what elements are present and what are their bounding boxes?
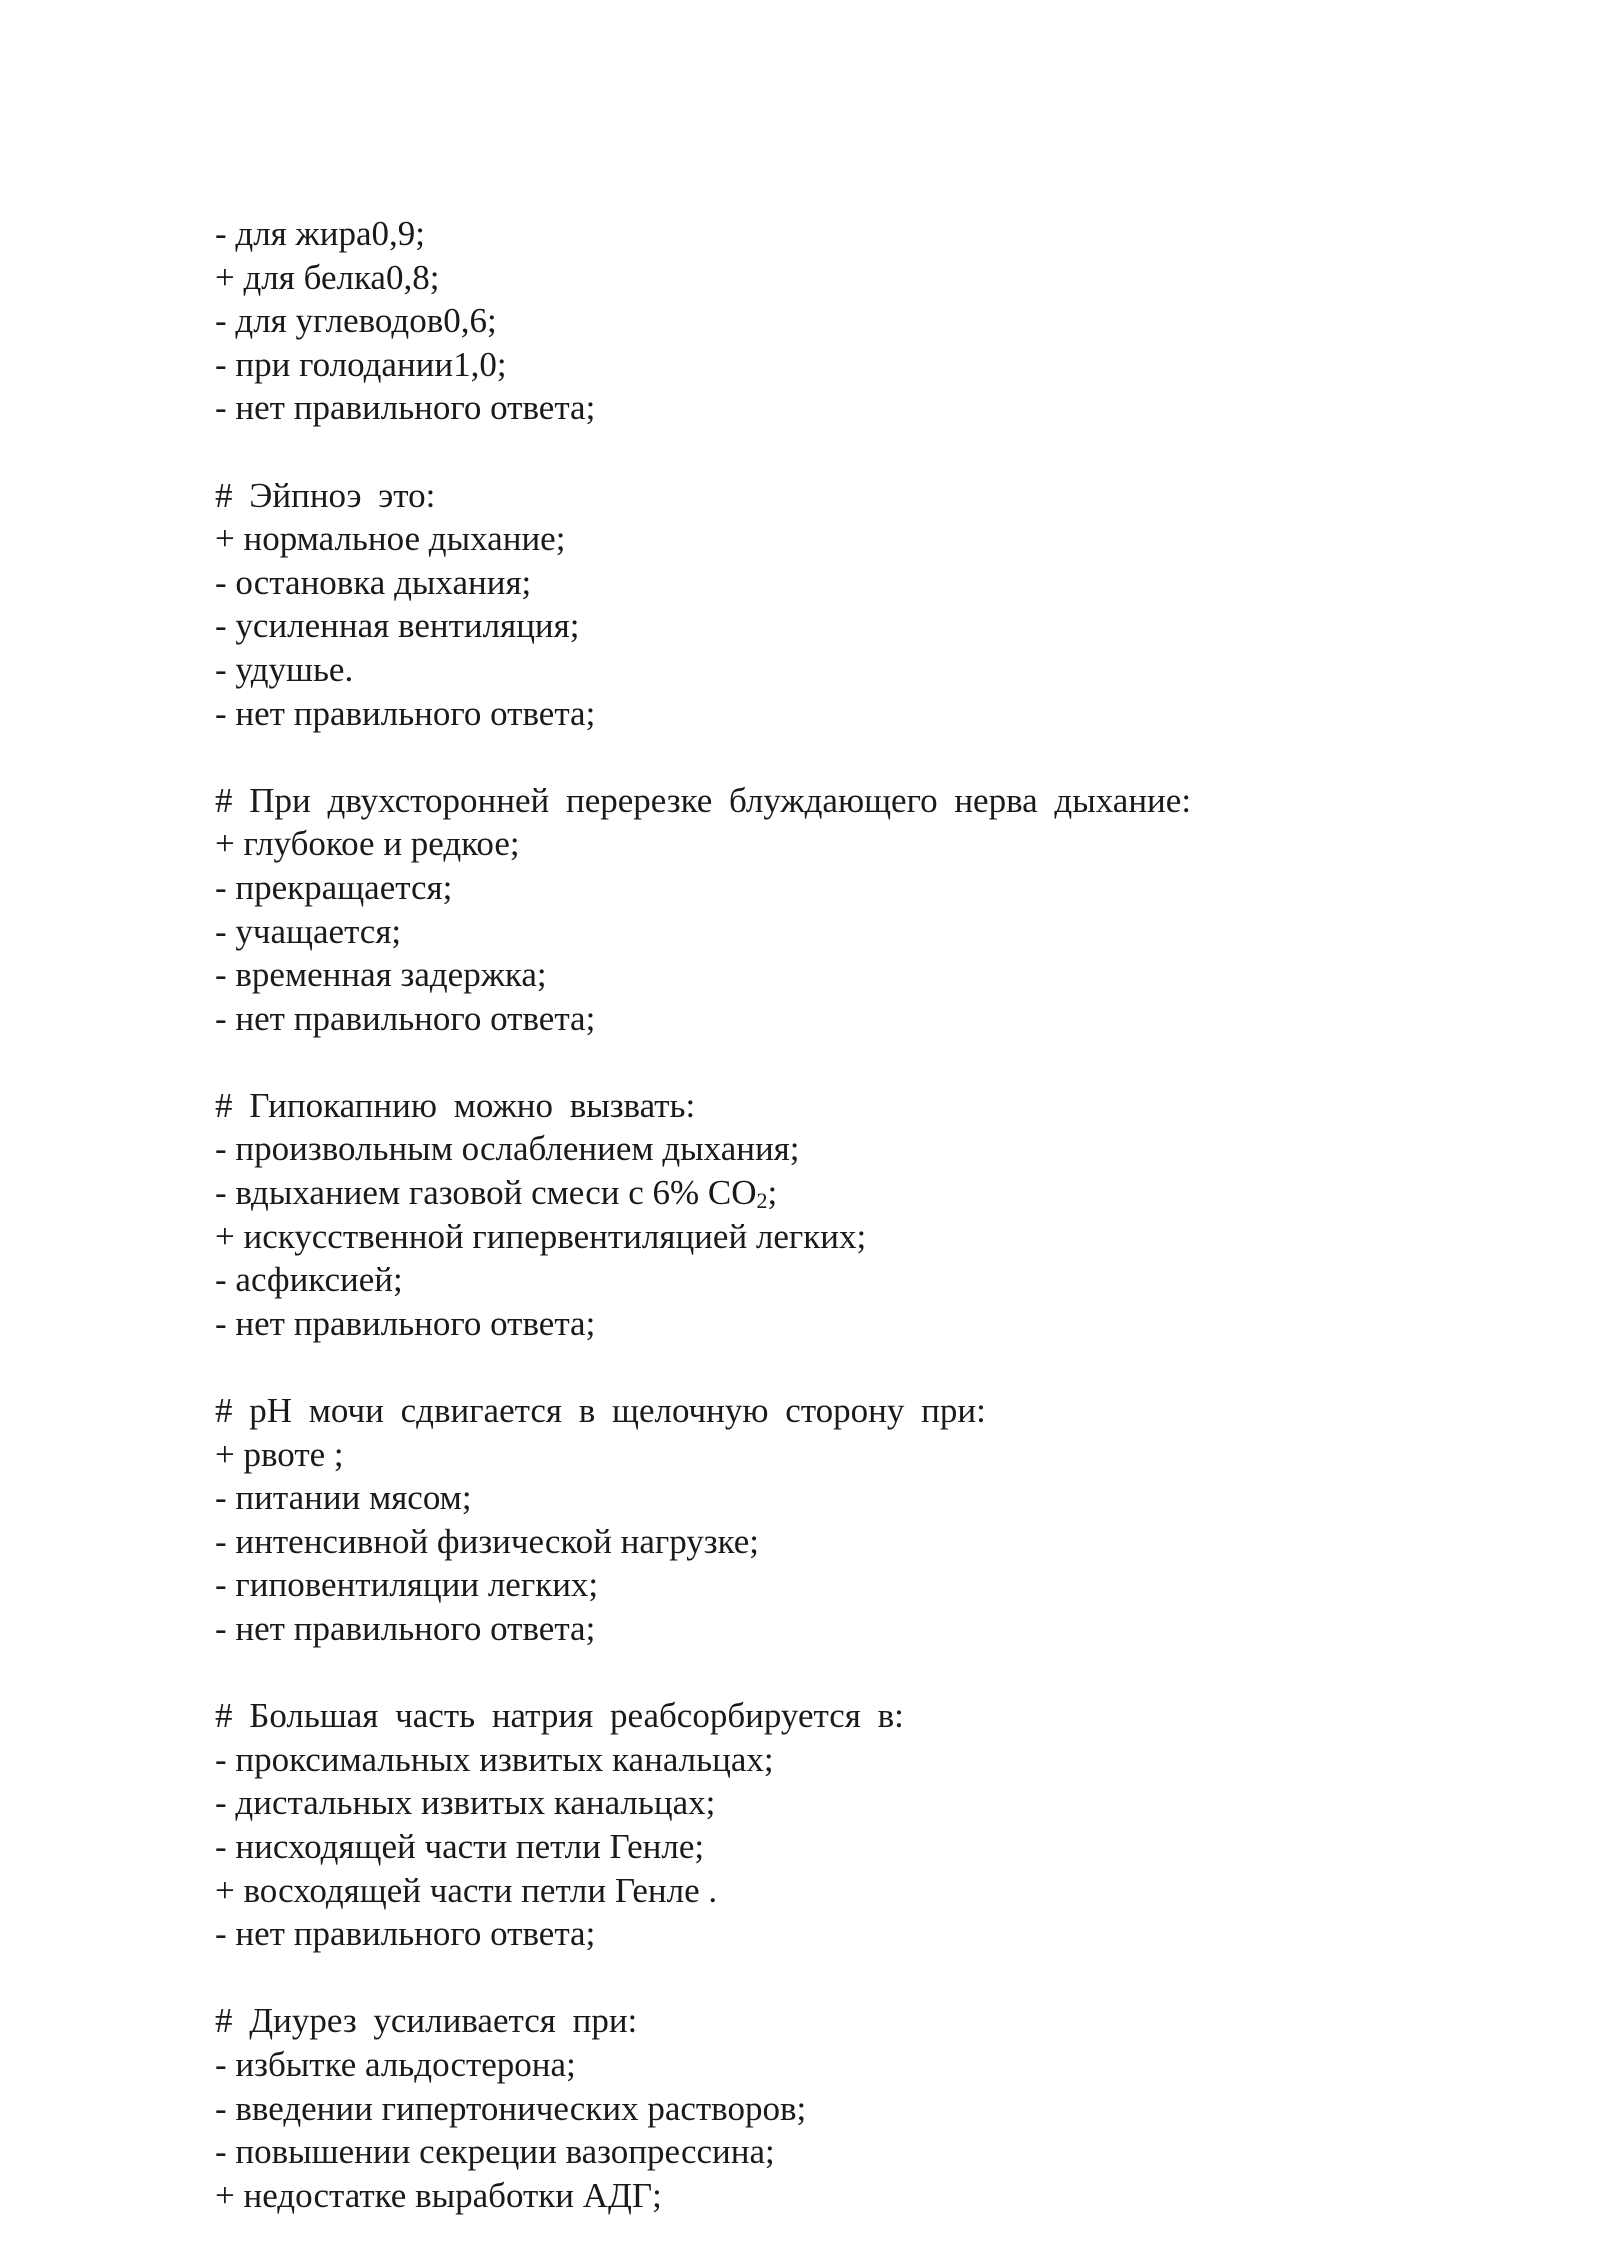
answer-option: - усиленная вентиляция; xyxy=(215,606,580,646)
answer-option: - питании мясом; xyxy=(215,1478,472,1518)
answer-option: - удушье. xyxy=(215,649,354,689)
answer-option: - при голодании1,0; xyxy=(215,344,507,384)
answer-option: - асфиксией; xyxy=(215,1260,403,1300)
spacer xyxy=(215,1040,1415,1084)
answer-option: - прекращается; xyxy=(215,867,453,907)
question-text: # Большая часть натрия реабсорбируется в: xyxy=(215,1696,904,1736)
answer-option: - введении гипертонических растворов; xyxy=(215,2088,807,2128)
question-block xyxy=(215,474,1415,736)
answer-option: - повышении секреции вазопрессина; xyxy=(215,2132,775,2172)
answer-option: - для углеводов0,6; xyxy=(215,301,497,341)
question-text: # Гипокапнию можно вызвать: xyxy=(215,1085,696,1125)
answer-text: - вдыханием газовой смеси с 6% CO xyxy=(215,1173,757,1213)
answer-group-lead xyxy=(215,212,1415,430)
question-block xyxy=(215,1389,1415,1651)
answer-option: - нет правильного ответа; xyxy=(215,693,596,733)
answer-option: - остановка дыхания; xyxy=(215,562,532,602)
question-block xyxy=(215,779,1415,1041)
answer-option: - избытке альдостерона; xyxy=(215,2044,576,2084)
answer-option: - гиповентиляции легких; xyxy=(215,1565,599,1605)
answer-option: - нет правильного ответа; xyxy=(215,1303,596,1343)
question-block xyxy=(215,1084,1415,1346)
question-text: # pH мочи сдвигается в щелочную сторону при: xyxy=(215,1391,986,1431)
question-text: # Диурез усиливается при: xyxy=(215,2001,638,2041)
spacer xyxy=(215,1956,1415,2000)
answer-text-tail: ; xyxy=(767,1173,778,1213)
answer-option: - временная задержка; xyxy=(215,955,547,995)
spacer xyxy=(215,735,1415,779)
answer-option xyxy=(215,1171,1415,1215)
answer-option: + искусственной гипервентиляцией легких; xyxy=(215,1216,867,1256)
question-text: # При двухсторонней перерезке блуждающего нерва дыхание: xyxy=(215,780,1192,820)
question-block xyxy=(215,1694,1415,1956)
question-block xyxy=(215,1999,1415,2217)
answer-option: + восходящей части петли Генле . xyxy=(215,1870,718,1910)
answer-option: - нет правильного ответа; xyxy=(215,1914,596,1954)
subscript: 2 xyxy=(756,1188,768,1214)
answer-option: - нет правильного ответа; xyxy=(215,1609,596,1648)
document-body xyxy=(215,212,1415,2217)
answer-option: - нет правильного ответа; xyxy=(215,998,596,1038)
spacer xyxy=(215,430,1415,474)
answer-option: + рвоте ; xyxy=(215,1434,344,1474)
answer-option: - произвольным ослаблением дыхания; xyxy=(215,1129,800,1169)
answer-option: - нет правильного ответа; xyxy=(215,388,596,428)
answer-option: - дистальных извитых канальцах; xyxy=(215,1783,716,1823)
answer-option: - для жира0,9; xyxy=(215,214,425,253)
answer-option: + глубокое и редкое; xyxy=(215,824,520,864)
answer-option: + недостатке выработки АДГ; xyxy=(215,2175,662,2215)
answer-option: - учащается; xyxy=(215,911,402,951)
answer-option: - интенсивной физической нагрузке; xyxy=(215,1521,760,1561)
answer-option: - нисходящей части петли Генле; xyxy=(215,1826,705,1866)
spacer xyxy=(215,1345,1415,1389)
answer-option: - проксимальных извитых канальцах; xyxy=(215,1739,774,1779)
question-text: # Эйпноэ это: xyxy=(215,475,436,515)
spacer xyxy=(215,1651,1415,1695)
answer-option: + для белка0,8; xyxy=(215,257,440,297)
answer-option: + нормальное дыхание; xyxy=(215,519,566,559)
